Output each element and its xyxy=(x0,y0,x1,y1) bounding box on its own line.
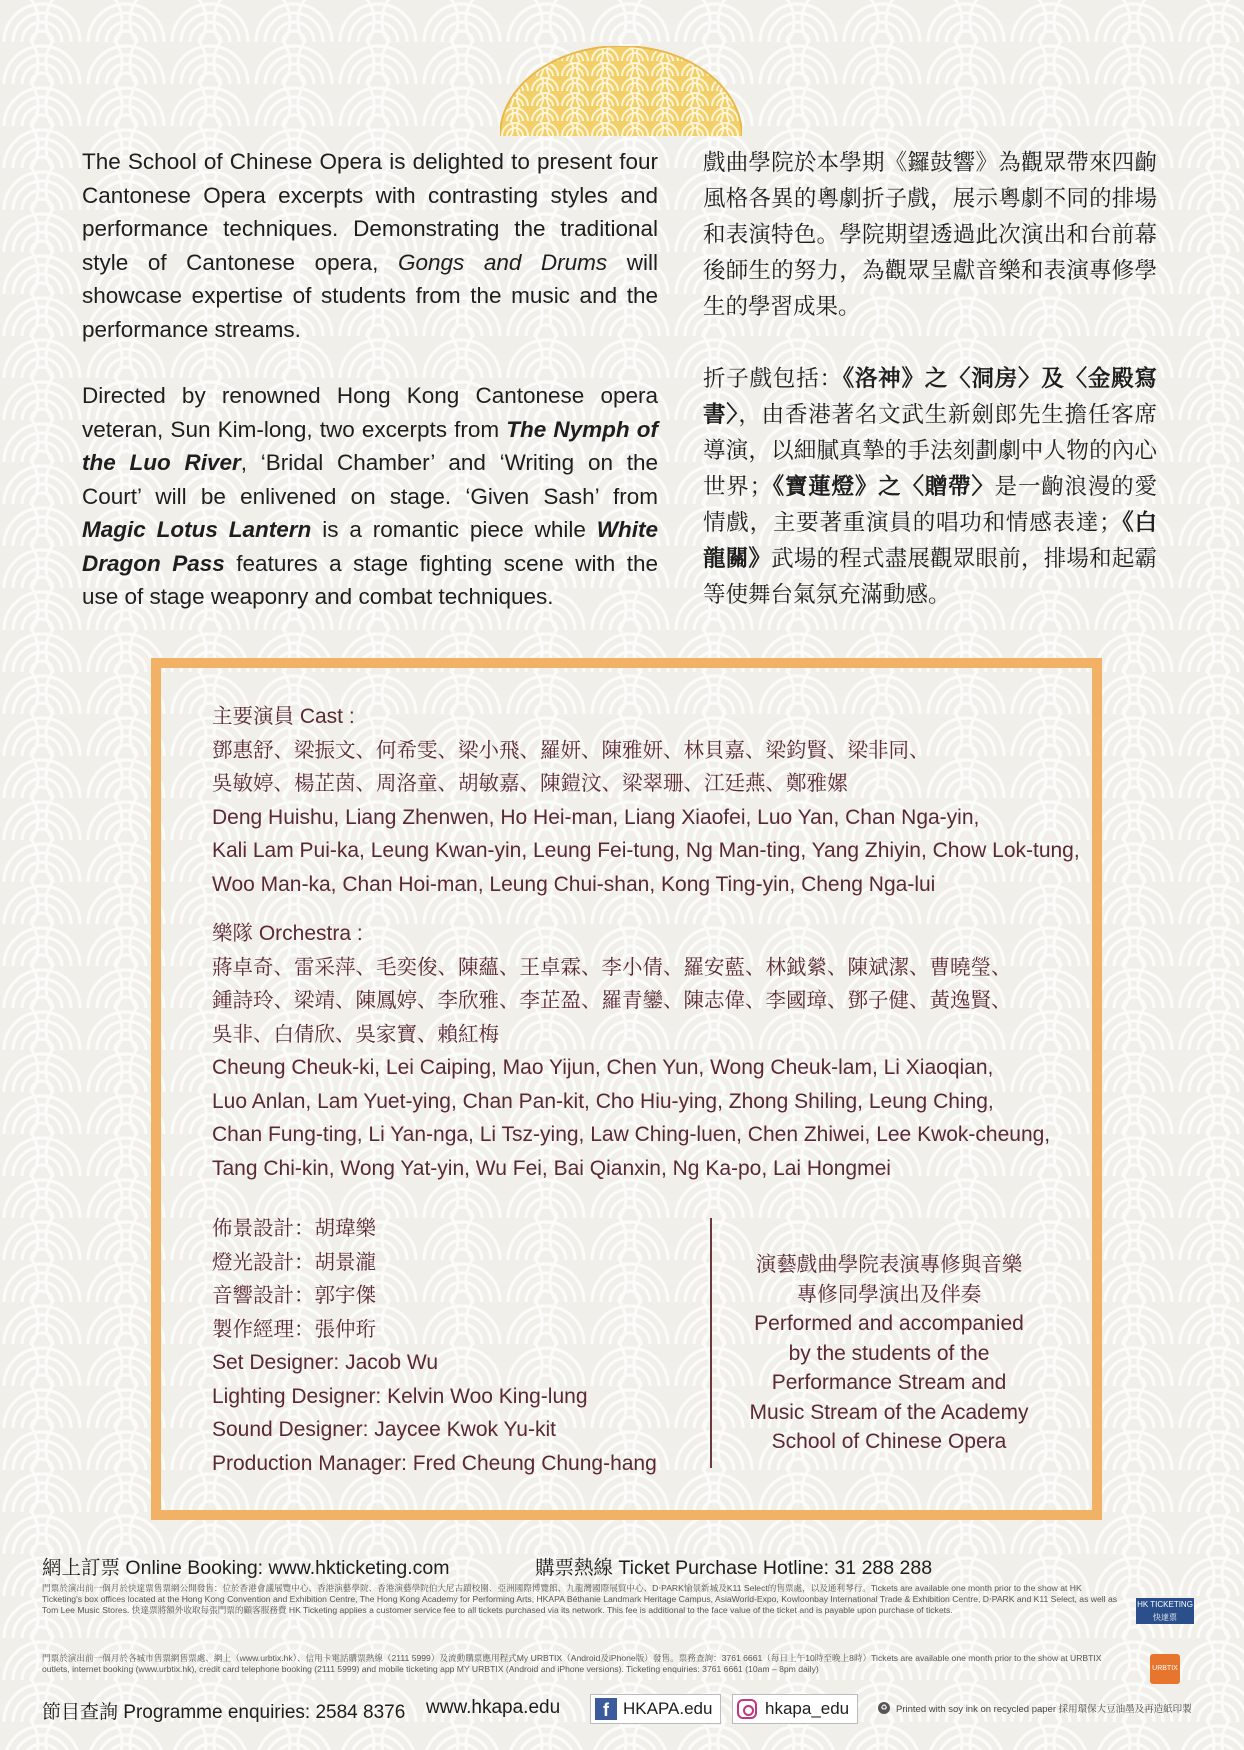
performed-en-line: Music Stream of the Academy xyxy=(749,1400,1029,1424)
urbtix-fine-print: 門票於演出前一個月於各城市售票網售票處、網上（www.urbtix.hk）、信用卡電話購票熱線（2111 5999）及流動購票應用程式My URBTIX（Android及iPhone版）發售。票務查詢：3761 6661（每日上午10時至晚上8時）Tickets are available one month prior to the show at URBTIX outlets, internet booking (www.urbtix.hk), credit card telephone booking (2111 5999) and mobile ticketing app MY URBTIX (Android and iPhone versions). Ticketing enquiries: 3761 6661 (10am – 8pm daily) xyxy=(42,1653,1102,1674)
orchestra-en-line: Chan Fung-ting, Li Yan-nga, Li Tsz-ying, Law Ching-luen, Chen Zhiwei, Lee Kwok-cheung, xyxy=(212,1123,1051,1146)
text: will showcase expertise of students from the music and the performance streams. xyxy=(82,249,659,342)
text: features a stage fighting scene with the use of stage weaponry and combat techniques. xyxy=(82,550,658,609)
online-booking[interactable] xyxy=(42,1552,450,1580)
text: 武場的程式盡展觀眾眼前，排場和起霸等使舞台氣氛充滿動感。 xyxy=(703,546,1157,608)
excerpt-title: 《洛神》之〈洞房〉及〈金殿寫書〉 xyxy=(703,366,1157,428)
performed-zh-line: 演藝戲曲學院表演專修與音樂 xyxy=(755,1252,1023,1276)
instagram-icon xyxy=(737,1699,757,1719)
cast-zh-line: 吳敏婷、楊芷茵、周洛童、胡敏嘉、陳鎧汶、梁翠珊、江廷燕、鄭雅嫘 xyxy=(212,771,848,795)
intro-chinese xyxy=(703,145,1157,649)
intro-english xyxy=(82,145,658,647)
excerpt-title: The Nymph of the Luo River xyxy=(82,416,659,475)
recycle-icon: ♻ xyxy=(878,1702,890,1714)
text: ，由香港著名文武生新劍郎先生擔任客席導演，以細膩真摯的手法刻劃劇中人物的內心世界； xyxy=(703,402,1157,500)
text: hkapa_edu xyxy=(765,1699,850,1718)
intro-paragraph-1 xyxy=(82,145,658,346)
cast-en-line: Kali Lam Pui-ka, Leung Kwan-yin, Leung Fei-tung, Ng Man-ting, Yang Zhiyin, Chow Lok-tung, xyxy=(212,839,1080,862)
intro-zh-paragraph-1: 戲曲學院於本學期《鑼鼓響》為觀眾帶來四齣風格各異的粵劇折子戲，展示粵劇不同的排場和表演特色。學院期望透過此次演出和台前幕後師生的努力，為觀眾呈獻音樂和表演專修學生的學習成果。 xyxy=(703,150,1157,320)
footer xyxy=(0,1697,1244,1731)
website-link[interactable]: www.hkapa.edu xyxy=(426,1697,561,1718)
performed-en-line: Performance Stream and xyxy=(771,1371,1007,1394)
text: The School of Chinese Opera is delighted to present four Cantonese Opera excerpts with contrasting styles and performance techniques. Demonstrating the traditional style of Cantonese opera, xyxy=(82,149,658,275)
text: 折子戲包括： xyxy=(703,366,843,392)
performed-en-line: by the students of the xyxy=(788,1341,990,1365)
performed-en-line: School of Chinese Opera xyxy=(771,1430,1007,1453)
text: Online Booking: www.hkticketing.com xyxy=(120,1557,450,1579)
text: 樂隊 xyxy=(212,921,253,945)
facebook-icon: f xyxy=(595,1698,617,1720)
urbtix-logo: URBTIX xyxy=(1150,1654,1180,1684)
intro-zh-paragraph-2 xyxy=(703,361,1157,613)
crew-zh-line: 佈景設計：胡瑋樂 xyxy=(212,1216,376,1240)
hkticketing-logo: HK TICKETING 快達票 xyxy=(1137,1600,1193,1622)
cast-section xyxy=(212,700,1092,901)
text: , ‘Bridal Chamber’ and ‘Writing on the Court’ will be enlivened on stage. ‘Given Sash’ from xyxy=(82,450,658,509)
orchestra-zh-line: 蔣卓奇、雷采萍、毛奕俊、陳蘊、王卓霖、李小倩、羅安藍、林鉞縈、陳斌潔、曹曉瑩、 xyxy=(212,954,1012,979)
orchestra-zh-line: 吳非、白倩欣、吳家寶、賴紅梅 xyxy=(212,1021,499,1046)
text: Cast : xyxy=(294,705,355,728)
printed-note xyxy=(878,1701,1192,1715)
crew-credits xyxy=(212,1212,692,1480)
text: Ticket Purchase Hotline: 31 288 288 xyxy=(613,1557,933,1579)
performed-zh-line: 專修同學演出及伴奏 xyxy=(796,1281,982,1306)
hkticketing-fine-print: 門票於演出前一個月於快達票售票網公開發售：位於香港會議展覽中心、香港演藝學院、香港演藝學院伯大尼古蹟校園、亞洲國際博覽館、九龍灣國際展貿中心、D‧PARK愉景新城及K11 Select的售票處，以及通利琴行。Tickets are available one month prior to the show at HK Ticketing's box offices located at the Hong Kong Convention and Exhibition Centre, The Hong Kong Academy for Performing Arts, HKAPA Béthanie Landmark Heritage Campus, AsiaWorld-Expo, Kowloonbay International Trade & Exhibition Centre, D‧PARK and K11 Select, as well as Tom Lee Music Stores. 快達票將額外收取每張門票的顧客服務費 HK Ticketing applies a customer service fee to all tickets purchased via its network. This fee is additional to the face value of the ticket and is payable upon purchase of tickets. xyxy=(42,1583,1118,1615)
excerpt-title: 《寶蓮燈》之〈贈帶〉 xyxy=(772,474,995,500)
text: Programme enquiries: 2584 8376 xyxy=(118,1702,406,1723)
excerpt-title: Magic Lotus Lantern xyxy=(82,517,312,542)
crew-zh-line: 音響設計：郭宇傑 xyxy=(212,1283,376,1307)
crew-zh-line: 燈光設計：胡景瀧 xyxy=(212,1249,376,1274)
divider xyxy=(710,1218,712,1468)
text: HKAPA.edu xyxy=(623,1699,713,1718)
text: 節目查詢 xyxy=(42,1702,119,1723)
crew-en-line: Set Designer: Jacob Wu xyxy=(212,1351,439,1374)
text: Orchestra : xyxy=(253,922,363,945)
orchestra-en-line: Cheung Cheuk-ki, Lei Caiping, Mao Yijun, Chen Yun, Wong Cheuk-lam, Li Xiaoqian, xyxy=(212,1056,994,1079)
orchestra-section xyxy=(212,917,1092,1185)
cast-zh-line: 鄧惠舒、梁振文、何希雯、梁小飛、羅妍、陳雅妍、林貝嘉、梁鈞賢、梁非同、 xyxy=(212,737,930,762)
orchestra-en-line: Luo Anlan, Lam Yuet-ying, Chan Pan-kit, Cho Hiu-ying, Zhong Shiling, Leung Ching, xyxy=(212,1089,994,1113)
text: is a romantic piece while xyxy=(311,517,597,542)
ticket-hotline xyxy=(535,1552,932,1580)
cast-en-line: Deng Huishu, Liang Zhenwen, Ho Hei-man, Liang Xiaofei, Luo Yan, Chan Nga-yin, xyxy=(212,805,980,829)
performed-by xyxy=(728,1250,1050,1457)
cast-heading xyxy=(212,700,1092,734)
text: Printed with soy ink on recycled paper 採用環保大豆油墨及再造紙印製 xyxy=(896,1704,1192,1715)
crew-en-line: Production Manager: Fred Cheung Chung-hang xyxy=(212,1451,657,1475)
crew-en-line: Sound Designer: Jaycee Kwok Yu-kit xyxy=(212,1418,556,1441)
performed-en-line: Performed and accompanied xyxy=(754,1312,1024,1335)
excerpt-title: White Dragon Pass xyxy=(82,517,658,576)
credits xyxy=(212,700,1092,1201)
crew-zh-line: 製作經理：張仲珩 xyxy=(212,1316,376,1341)
golden-sun-emblem xyxy=(500,46,742,136)
orchestra-zh-line: 鍾詩玲、梁靖、陳鳳婷、李欣雅、李芷盈、羅青鑾、陳志偉、李國璋、鄧子健、黃逸賢、 xyxy=(212,988,1012,1012)
text: 主要演員 xyxy=(212,704,294,728)
orchestra-en-line: Tang Chi-kin, Wong Yat-yin, Wu Fei, Bai Qianxin, Ng Ka-po, Lai Hongmei xyxy=(212,1156,891,1180)
excerpt-title: 《白龍關》 xyxy=(703,510,1157,572)
text: 網上訂票 xyxy=(42,1557,121,1579)
text: Directed by renowned Hong Kong Cantonese opera veteran, Sun Kim-long, two excerpts from xyxy=(82,383,658,442)
text: 是一齣浪漫的愛情戲，主要著重演員的唱功和情感表達； xyxy=(703,474,1157,536)
orchestra-heading xyxy=(212,917,1092,951)
cast-en-line: Woo Man-ka, Chan Hoi-man, Leung Chui-shan, Kong Ting-yin, Cheng Nga-lui xyxy=(212,872,936,896)
crew-en-line: Lighting Designer: Kelvin Woo King-lung xyxy=(212,1384,588,1408)
intro-paragraph-2 xyxy=(82,379,658,614)
text: 購票熱線 xyxy=(535,1557,614,1579)
show-title: Gongs and Drums xyxy=(397,249,608,275)
facebook-link[interactable] xyxy=(590,1694,721,1724)
programme-enquiries xyxy=(42,1697,405,1724)
instagram-link[interactable] xyxy=(732,1694,858,1724)
